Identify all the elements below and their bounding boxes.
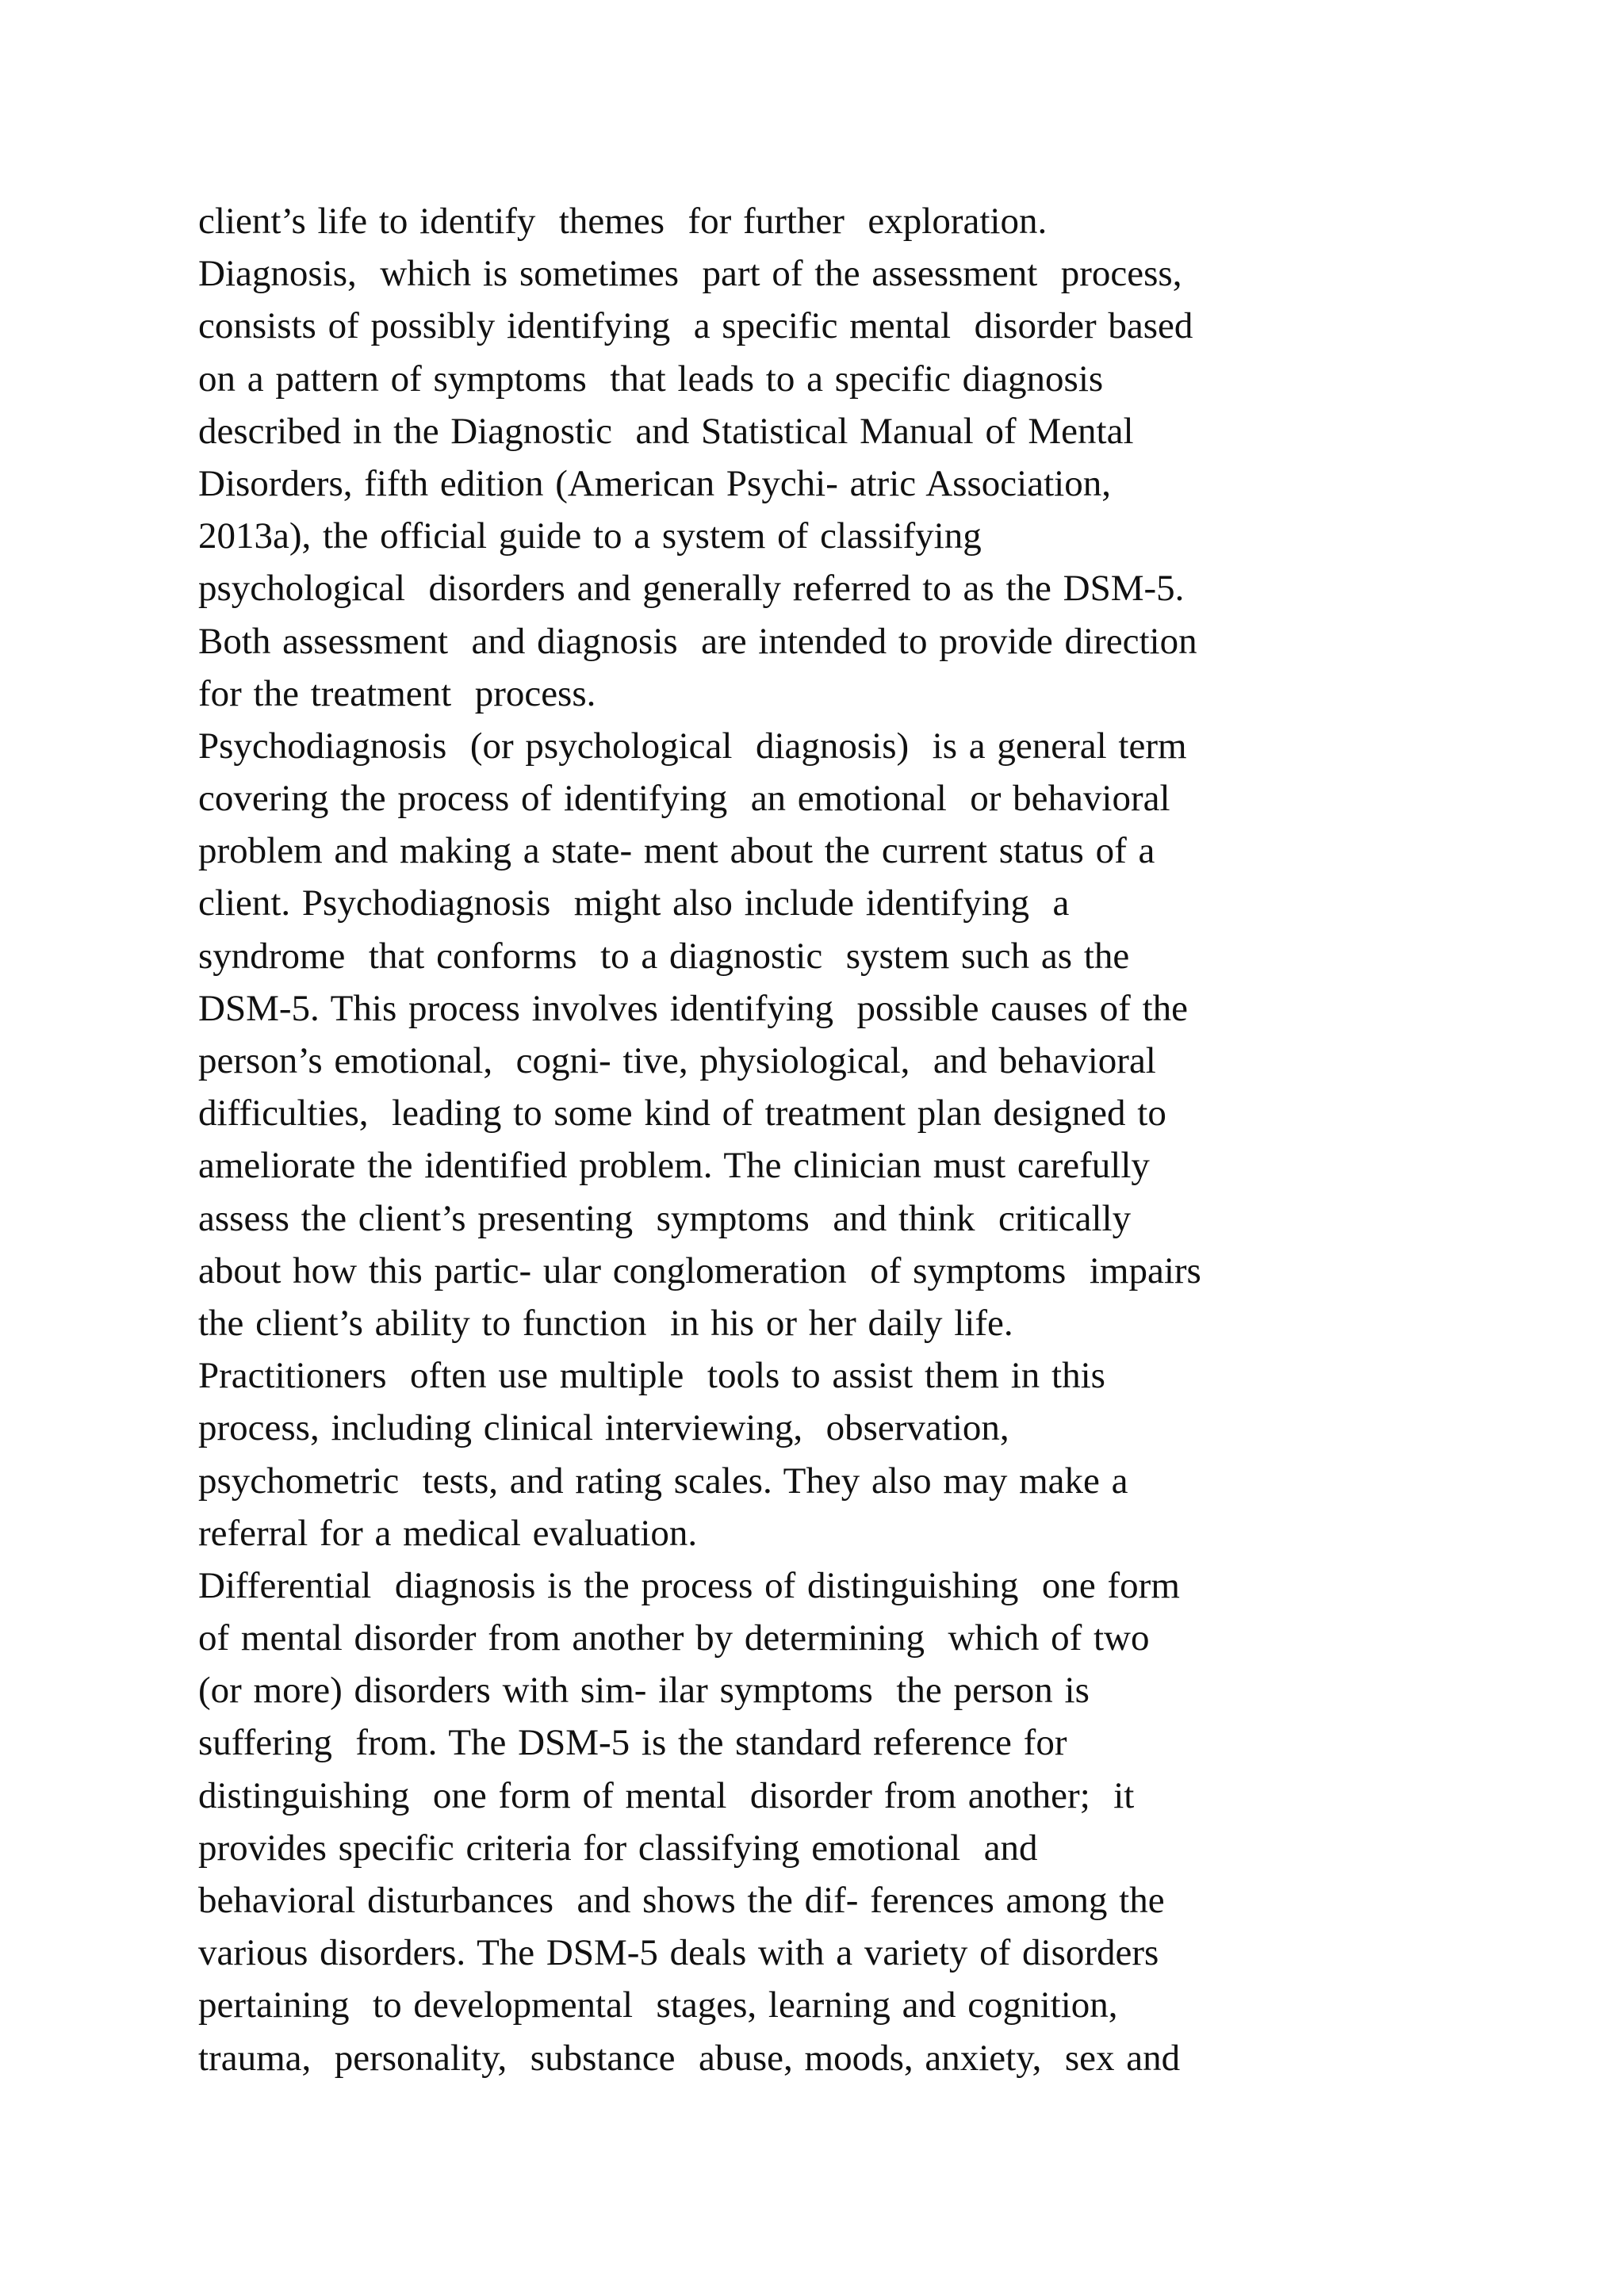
text-line: consists of possibly identifying a specific mental disorder based (198, 305, 1193, 347)
text-line: on a pattern of symptoms that leads to a specific diagnosis (198, 358, 1104, 400)
text-line: psychological disorders and generally referred to as the DSM-5. (198, 568, 1185, 610)
text-line: referral for a medical evaluation. (198, 1512, 698, 1554)
text-line: of mental disorder from another by determining which of two (198, 1617, 1150, 1659)
text-line: Psychodiagnosis (or psychological diagnosis) is a general term (198, 725, 1187, 767)
text-line: Diagnosis, which is sometimes part of the assessment process, (198, 253, 1182, 295)
text-line: (or more) disorders with sim- ilar symptoms the person is (198, 1670, 1090, 1712)
text-line: Both assessment and diagnosis are intended to provide direction (198, 620, 1197, 662)
text-line: client. Psychodiagnosis might also include identifying a (198, 882, 1070, 924)
text-line: covering the process of identifying an emotional or behavioral (198, 778, 1170, 820)
text-line: person’s emotional, cogni- tive, physiological, and behavioral (198, 1040, 1156, 1081)
text-line: suffering from. The DSM-5 is the standard reference for (198, 1722, 1067, 1764)
text-line: about how this partic- ular conglomeration of symptoms impairs (198, 1249, 1201, 1292)
text-line: Differential diagnosis is the process of distinguishing one form (198, 1564, 1180, 1606)
text-line: psychometric tests, and rating scales. They also may make a (198, 1460, 1128, 1502)
text-line: difficulties, leading to some kind of treatment plan designed to (198, 1093, 1166, 1135)
text-line: behavioral disturbances and shows the dif- ferences among the (198, 1880, 1165, 1921)
text-line: assess the client’s presenting symptoms and think critically (198, 1197, 1132, 1239)
text-line: pertaining to developmental stages, learning and cognition, (198, 1984, 1118, 2026)
text-line: 2013a), the official guide to a system of classifying (198, 515, 982, 557)
text-line: trauma, personality, substance abuse, moods, anxiety, sex and (198, 2037, 1181, 2079)
text-line: the client’s ability to function in his or her daily life. (198, 1302, 1013, 1344)
text-line: described in the Diagnostic and Statistical Manual of Mental (198, 410, 1134, 452)
text-line: ameliorate the identified problem. The clinician must carefully (198, 1145, 1150, 1187)
body-text (198, 195, 1507, 2084)
text-line: Practitioners often use multiple tools to assist them in this (198, 1355, 1105, 1397)
text-line: problem and making a state- ment about the current status of a (198, 830, 1155, 872)
text-line: client’s life to identify themes for further exploration. (198, 201, 1048, 242)
text-line: distinguishing one form of mental disorder from another; it (198, 1774, 1135, 1816)
text-line: for the treatment process. (198, 672, 596, 714)
text-line: various disorders. The DSM-5 deals with a variety of disorders (198, 1932, 1159, 1974)
text-line: syndrome that conforms to a diagnostic system such as the (198, 935, 1130, 977)
text-line: Disorders, fifth edition (American Psychi- atric Association, (198, 462, 1111, 504)
text-line: process, including clinical interviewing, observation, (198, 1407, 1009, 1449)
text-line: DSM-5. This process involves identifying possible causes of the (198, 987, 1188, 1029)
text-line: provides specific criteria for classifying emotional and (198, 1827, 1038, 1869)
